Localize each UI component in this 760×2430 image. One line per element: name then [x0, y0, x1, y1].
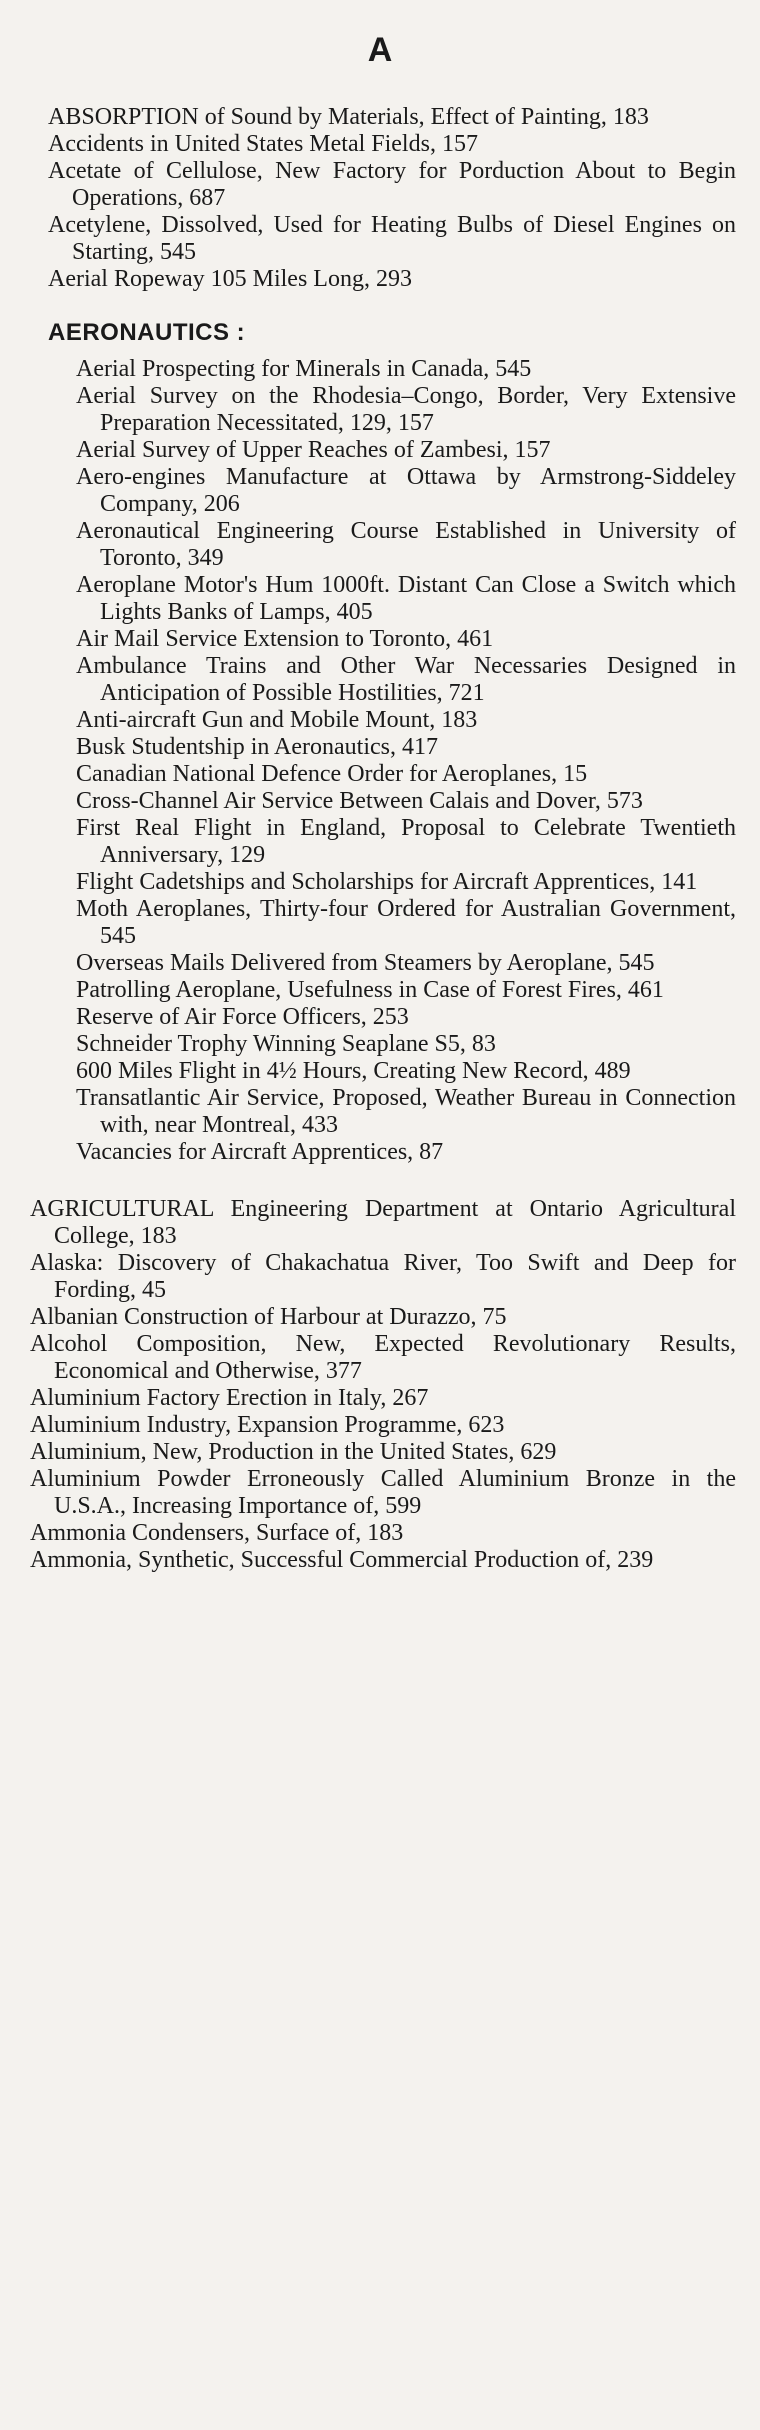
- index-entry: Albanian Construction of Harbour at Durazzo, 75: [30, 1304, 507, 1330]
- index-entry: Transatlantic Air Service, Proposed, Weather Bureau in Connection with, near Montreal, 433: [76, 1085, 736, 1138]
- index-entry: Canadian National Defence Order for Aeroplanes, 15: [76, 761, 588, 787]
- aeronautics-entries: [0, 356, 760, 1166]
- letter-heading: A: [367, 31, 393, 69]
- index-entry: Ammonia, Synthetic, Successful Commercial Production of, 239: [30, 1547, 654, 1573]
- index-entry: Aerial Ropeway 105 Miles Long, 293: [48, 266, 412, 292]
- index-entry: Ambulance Trains and Other War Necessaries Designed in Anticipation of Possible Hostilities, 721: [76, 653, 736, 706]
- index-entry: Accidents in United States Metal Fields, 157: [48, 131, 478, 157]
- index-entry: Aluminium Factory Erection in Italy, 267: [30, 1385, 429, 1411]
- index-entry: Schneider Trophy Winning Seaplane S5, 83: [76, 1031, 496, 1057]
- index-entry: Flight Cadetships and Scholarships for Aircraft Apprentices, 141: [76, 869, 698, 895]
- index-entry: Vacancies for Aircraft Apprentices, 87: [76, 1139, 444, 1165]
- index-entry: Aluminium Industry, Expansion Programme, 623: [30, 1412, 505, 1438]
- index-entry: Alaska: Discovery of Chakachatua River, Too Swift and Deep for Fording, 45: [30, 1250, 736, 1303]
- index-entry: Anti-aircraft Gun and Mobile Mount, 183: [76, 707, 478, 733]
- index-entry: Moth Aeroplanes, Thirty-four Ordered for Australian Government, 545: [76, 896, 736, 949]
- index-entry: Acetylene, Dissolved, Used for Heating Bulbs of Diesel Engines on Starting, 545: [48, 212, 736, 265]
- index-entry: Aeronautical Engineering Course Established in University of Toronto, 349: [76, 518, 736, 571]
- index-entry: Patrolling Aeroplane, Usefulness in Case of Forest Fires, 461: [76, 977, 664, 1003]
- section-heading-aeronautics: AERONAUTICS :: [48, 319, 246, 346]
- index-entry: Busk Studentship in Aeronautics, 417: [76, 734, 438, 760]
- index-entry: Cross-Channel Air Service Between Calais and Dover, 573: [76, 788, 643, 814]
- index-entry: Aluminium Powder Erroneously Called Aluminium Bronze in the U.S.A., Increasing Importance of, 599: [30, 1466, 736, 1519]
- index-entry: Aerial Survey on the Rhodesia–Congo, Border, Very Extensive Preparation Necessitated, 129, 157: [76, 383, 736, 436]
- index-entry: Aero-engines Manufacture at Ottawa by Armstrong-Siddeley Company, 206: [76, 464, 736, 517]
- index-entry: 600 Miles Flight in 4½ Hours, Creating New Record, 489: [76, 1058, 631, 1084]
- index-entry: Acetate of Cellulose, New Factory for Porduction About to Begin Operations, 687: [48, 158, 736, 211]
- index-entry: Aerial Prospecting for Minerals in Canada, 545: [76, 356, 532, 382]
- index-entry: First Real Flight in England, Proposal to Celebrate Twentieth Anniversary, 129: [76, 815, 736, 868]
- index-entry: Alcohol Composition, New, Expected Revolutionary Results, Economical and Otherwise, 377: [30, 1331, 736, 1384]
- index-entry: Aerial Survey of Upper Reaches of Zambesi, 157: [76, 437, 551, 463]
- index-entry: Aeroplane Motor's Hum 1000ft. Distant Can Close a Switch which Lights Banks of Lamps, 405: [76, 572, 736, 625]
- index-entry: Ammonia Condensers, Surface of, 183: [30, 1520, 404, 1546]
- index-entry: AGRICULTURAL Engineering Department at Ontario Agricultural College, 183: [30, 1196, 736, 1249]
- later-entries: [0, 1196, 760, 1574]
- index-entry: Air Mail Service Extension to Toronto, 461: [76, 626, 494, 652]
- index-entry: Aluminium, New, Production in the United States, 629: [30, 1439, 557, 1465]
- index-entry: Overseas Mails Delivered from Steamers by Aeroplane, 545: [76, 950, 655, 976]
- index-entry: Reserve of Air Force Officers, 253: [76, 1004, 409, 1030]
- index-entry: ABSORPTION of Sound by Materials, Effect of Painting, 183: [48, 104, 649, 130]
- intro-entries: [0, 104, 760, 293]
